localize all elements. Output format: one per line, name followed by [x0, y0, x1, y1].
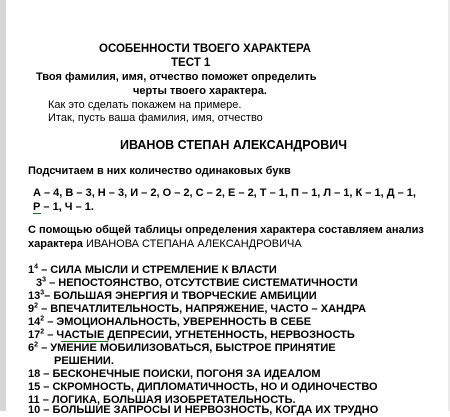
intro-line-2: черты твоего характера.	[133, 85, 267, 97]
trait-line: $1^4$ – СИЛА МЫСЛИ И СТРЕМЛЕНИЕ К ВЛАСТИ	[28, 263, 277, 276]
trait-line: $6^2$ – УМЕНИЕ МОБИЛИЗОВАТЬСЯ, БЫСТРОЕ ПРИНЯТИЕ	[28, 341, 336, 354]
analysis-line-2-label: характера	[28, 238, 83, 250]
analysis-line-1: С помощью общей таблицы определения характера составляем анализ	[28, 224, 424, 236]
page-left-edge	[0, 0, 6, 411]
trait-line: $17^2$ – ЧАСТЫЕ ДЕПРЕСИИ, УГНЕТЕННОСТЬ, НЕРВОЗНОСТЬ	[28, 328, 355, 341]
trait-line: $9^2$ – ВПЕЧАТЛИТЕЛЬНОСТЬ, НАПРЯЖЕНИЕ, ЧАСТО – ХАНДРА	[28, 302, 367, 315]
example-line-2: Итак, пусть ваша фамилия, имя, отчество	[48, 112, 263, 124]
document-subtitle: ТЕСТ 1	[171, 57, 211, 69]
analysis-line-2	[28, 238, 302, 251]
subject-name: ИВАНОВ СТЕПАН АЛЕКСАНДРОВИЧ	[120, 138, 347, 152]
analysis-line-2-name: ИВАНОВА СТЕПАНА АЛЕКСАНДРОВИЧА	[82, 238, 302, 250]
intro-line-1: Твоя фамилия, имя, отчество поможет определить	[36, 71, 317, 83]
count-heading: Подсчитаем в них количество одинаковых букв	[28, 165, 291, 177]
trait-line: РЕШЕНИИ.	[54, 355, 114, 367]
spellcheck-underline	[33, 213, 41, 214]
letter-counts-line-2: Р – 1, Ч – 1.	[33, 201, 94, 213]
letter-counts-line-1: А – 4, В – 3, Н – 3, И – 2, О – 2, С – 2, Е – 2, Т – 1, П – 1, Л – 1, К – 1, Д – 1,	[33, 187, 416, 199]
example-line-1: Как это сделать покажем на примере.	[48, 99, 242, 111]
trait-line: $13^3-$ БОЛЬШАЯ ЭНЕРГИЯ И ТВОРЧЕСКИЕ АМБИЦИИ	[28, 289, 317, 302]
trait-line: 11 – ЛОГИКА, БОЛЬШАЯ ИЗОБРЕТАТЕЛЬНОСТЬ.	[28, 394, 296, 406]
trait-line: 10 – БОЛЬШИЕ ЗАПРОСЫ И НЕРВОЗНОСТЬ, КОГДА ИХ ТРУДНО	[28, 404, 379, 416]
trait-line: 18 – БЕСКОНЕЧНЫЕ ПОИСКИ, ПОГОНЯ ЗА ИДЕАЛОМ	[28, 368, 321, 380]
trait-line: 15 – СКРОМНОСТЬ, ДИПЛОМАТИЧНОСТЬ, НО И ОДИНОЧЕСТВО	[28, 381, 378, 393]
trait-line: $3^3$ – НЕПОСТОЯНСТВО, ОТСУТСТВИЕ СИСТЕМАТИЧНОСТИ	[36, 276, 358, 289]
document-title: ОСОБЕННОСТИ ТВОЕГО ХАРАКТЕРА	[99, 43, 311, 55]
trait-line: $14^2$ – ЭМОЦИОНАЛЬНОСТЬ, УВЕРЕННОСТЬ В СЕБЕ	[28, 315, 312, 328]
